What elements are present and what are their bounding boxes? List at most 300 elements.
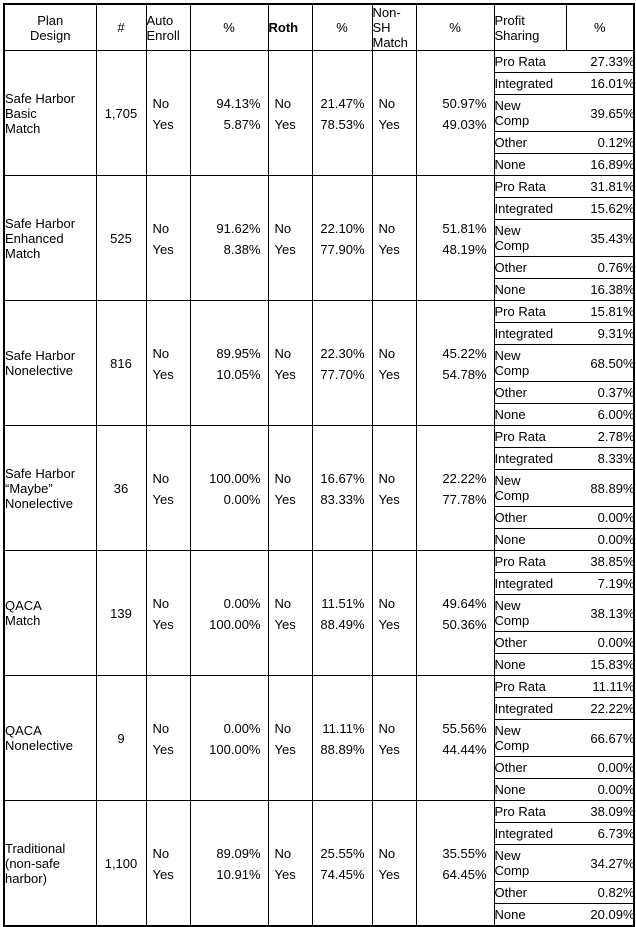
auto-enroll-percent: 100.00%	[209, 470, 261, 486]
roth-percent: 88.89%	[320, 741, 365, 757]
auto-enroll-labels-cell	[146, 801, 190, 927]
table-row	[4, 176, 634, 301]
roth-label: Yes	[274, 241, 296, 257]
auto-enroll-labels-cell	[146, 676, 190, 801]
profit-sharing-percent: 0.00%	[597, 532, 635, 547]
profit-sharing-label: None	[494, 532, 526, 547]
profit-sharing-row	[495, 632, 635, 654]
plan-design-cell	[4, 801, 96, 927]
header-profit-sharing-line1: Profit	[494, 12, 525, 28]
profit-sharing-label-line: Comp	[494, 238, 530, 253]
profit-sharing-row	[495, 720, 635, 757]
profit-sharing-subtable	[495, 51, 635, 175]
auto-enroll-percent: 8.38%	[223, 241, 261, 257]
profit-sharing-row	[495, 845, 635, 882]
profit-sharing-label-line: Comp	[494, 363, 530, 378]
roth-label: No	[274, 470, 292, 486]
profit-sharing-row	[495, 345, 635, 382]
non-sh-match-label: Yes	[378, 116, 400, 132]
profit-sharing-row	[495, 95, 635, 132]
profit-sharing-percent: 0.00%	[567, 757, 635, 779]
header-non-sh-match-pct: %	[416, 4, 494, 51]
profit-sharing-percent: 31.81%	[567, 176, 635, 198]
header-plan-design-line1: Plan	[37, 12, 64, 28]
profit-sharing-label	[495, 95, 567, 132]
profit-sharing-cell	[494, 176, 634, 301]
plan-design-cell	[4, 551, 96, 676]
profit-sharing-row	[495, 323, 635, 345]
auto-enroll-labels-cell	[146, 426, 190, 551]
profit-sharing-label-line: Comp	[494, 738, 530, 753]
profit-sharing-row	[495, 448, 635, 470]
auto-enroll-label: Yes	[152, 491, 174, 507]
profit-sharing-label: Other	[495, 507, 567, 529]
profit-sharing-label-line: New	[494, 98, 521, 113]
non-sh-match-label: No	[378, 845, 396, 861]
non-sh-match-percent: 51.81%	[442, 220, 487, 236]
auto-enroll-percent: 100.00%	[209, 741, 261, 757]
profit-sharing-label: Other	[495, 632, 567, 654]
profit-sharing-cell	[494, 551, 634, 676]
profit-sharing-label: Pro Rata	[495, 676, 567, 698]
profit-sharing-label: None	[494, 157, 526, 172]
non-sh-match-percent: 22.22%	[442, 470, 487, 486]
table-row	[4, 51, 634, 176]
profit-sharing-percent: 15.81%	[567, 301, 635, 323]
profit-sharing-label: Integrated	[495, 698, 567, 720]
profit-sharing-percent: 11.11%	[567, 676, 635, 698]
profit-sharing-label: None	[494, 282, 526, 297]
non-sh-match-label: Yes	[378, 741, 400, 757]
non-sh-match-labels-cell	[372, 301, 416, 426]
plan-design-line: Nonelective	[5, 495, 73, 511]
profit-sharing-row	[495, 51, 635, 73]
auto-enroll-label: Yes	[152, 116, 174, 132]
auto-enroll-label: No	[152, 595, 170, 611]
plan-design-line: (non-safe	[5, 855, 60, 871]
header-roth	[268, 4, 312, 51]
profit-sharing-cell	[494, 426, 634, 551]
header-count: #	[96, 4, 146, 51]
non-sh-match-percent-cell	[416, 801, 494, 927]
profit-sharing-label-line: New	[494, 723, 521, 738]
auto-enroll-percent-cell	[190, 801, 268, 927]
auto-enroll-percent-cell	[190, 51, 268, 176]
roth-percent: 83.33%	[320, 491, 365, 507]
non-sh-match-labels-cell	[372, 801, 416, 927]
non-sh-match-labels-cell	[372, 426, 416, 551]
profit-sharing-label-line: New	[494, 848, 521, 863]
profit-sharing-percent: 0.00%	[567, 507, 635, 529]
profit-sharing-percent: 16.01%	[567, 73, 635, 95]
table-row	[4, 426, 634, 551]
profit-sharing-row	[495, 73, 635, 95]
profit-sharing-percent: 15.62%	[567, 198, 635, 220]
plan-count-cell: 36	[96, 426, 146, 551]
header-non-sh-match-line2: Match	[372, 35, 408, 50]
roth-percent-cell	[312, 801, 372, 927]
auto-enroll-labels-cell	[146, 176, 190, 301]
profit-sharing-label: Integrated	[495, 448, 567, 470]
non-sh-match-label: Yes	[378, 241, 400, 257]
table-row	[4, 676, 634, 801]
roth-label: Yes	[274, 741, 296, 757]
profit-sharing-subtable	[495, 301, 635, 425]
roth-label: No	[274, 220, 292, 236]
non-sh-match-percent-cell	[416, 551, 494, 676]
roth-percent: 74.45%	[320, 866, 365, 882]
auto-enroll-labels-cell	[146, 301, 190, 426]
roth-label: Yes	[274, 866, 296, 882]
profit-sharing-label	[495, 845, 567, 882]
auto-enroll-percent-cell	[190, 301, 268, 426]
profit-sharing-row	[495, 882, 635, 904]
profit-sharing-label	[495, 720, 567, 757]
non-sh-match-labels-cell	[372, 676, 416, 801]
non-sh-match-percent-cell	[416, 51, 494, 176]
roth-percent-cell	[312, 676, 372, 801]
non-sh-match-label: No	[378, 345, 396, 361]
profit-sharing-percent: 38.13%	[567, 595, 635, 632]
profit-sharing-percent: 20.09%	[590, 907, 635, 922]
profit-sharing-percent: 66.67%	[567, 720, 635, 757]
auto-enroll-label: Yes	[152, 241, 174, 257]
table-header	[4, 4, 634, 51]
profit-sharing-row	[495, 507, 635, 529]
roth-percent: 16.67%	[320, 470, 365, 486]
roth-label: Yes	[274, 366, 296, 382]
auto-enroll-percent-cell	[190, 426, 268, 551]
profit-sharing-label: Other	[495, 882, 567, 904]
non-sh-match-percent: 55.56%	[442, 720, 487, 736]
auto-enroll-label: No	[152, 845, 170, 861]
auto-enroll-label: No	[152, 720, 170, 736]
non-sh-match-percent: 48.19%	[442, 241, 487, 257]
profit-sharing-label: Integrated	[495, 573, 567, 595]
profit-sharing-row	[495, 529, 635, 551]
profit-sharing-percent: 34.27%	[567, 845, 635, 882]
auto-enroll-labels-cell	[146, 51, 190, 176]
profit-sharing-cell	[494, 301, 634, 426]
profit-sharing-label: None	[494, 907, 526, 922]
profit-sharing-row	[495, 426, 635, 448]
profit-sharing-percent: 88.89%	[567, 470, 635, 507]
roth-percent: 22.10%	[320, 220, 365, 236]
profit-sharing-row	[495, 198, 635, 220]
header-auto-enroll-pct: %	[190, 4, 268, 51]
profit-sharing-label: Integrated	[495, 73, 567, 95]
non-sh-match-percent: 45.22%	[442, 345, 487, 361]
plan-design-line: Enhanced	[5, 230, 64, 246]
roth-percent: 77.70%	[320, 366, 365, 382]
roth-label: Yes	[274, 116, 296, 132]
auto-enroll-percent: 5.87%	[223, 116, 261, 132]
roth-labels-cell	[268, 301, 312, 426]
profit-sharing-percent: 38.85%	[567, 551, 635, 573]
header-auto-enroll-line1: Auto	[146, 12, 174, 28]
profit-sharing-label: None	[494, 407, 526, 422]
plan-design-line: Safe Harbor	[5, 215, 76, 231]
non-sh-match-percent: 35.55%	[442, 845, 487, 861]
profit-sharing-label-line: New	[494, 473, 521, 488]
plan-design-cell	[4, 426, 96, 551]
profit-sharing-percent: 0.82%	[567, 882, 635, 904]
auto-enroll-percent: 91.62%	[216, 220, 261, 236]
roth-percent: 11.51%	[321, 595, 365, 611]
auto-enroll-percent: 0.00%	[223, 491, 261, 507]
plan-design-line: Nonelective	[5, 738, 73, 753]
profit-sharing-percent: 35.43%	[567, 220, 635, 257]
profit-sharing-percent: 8.33%	[567, 448, 635, 470]
plan-design-line: Nonelective	[5, 363, 73, 378]
plan-design-line: QACA	[5, 723, 42, 738]
plan-design-line: Match	[5, 613, 41, 628]
profit-sharing-percent: 0.37%	[567, 382, 635, 404]
roth-labels-cell	[268, 426, 312, 551]
non-sh-match-percent: 50.97%	[442, 95, 487, 111]
profit-sharing-subtable	[495, 801, 635, 925]
profit-sharing-label: Integrated	[495, 323, 567, 345]
plan-design-line: Match	[5, 120, 41, 136]
plan-design-line: “Maybe”	[5, 480, 53, 496]
roth-percent-cell	[312, 426, 372, 551]
non-sh-match-label: No	[378, 220, 396, 236]
profit-sharing-row	[495, 551, 635, 573]
profit-sharing-percent: 6.73%	[567, 823, 635, 845]
profit-sharing-percent: 6.00%	[597, 407, 635, 422]
profit-sharing-label: Pro Rata	[495, 551, 567, 573]
non-sh-match-labels-cell	[372, 51, 416, 176]
auto-enroll-label: No	[152, 95, 170, 111]
header-profit-sharing-pct: %	[566, 4, 634, 51]
plan-design-table	[3, 3, 635, 927]
header-auto-enroll-line2: Enroll	[146, 27, 180, 43]
auto-enroll-percent-cell	[190, 176, 268, 301]
profit-sharing-subtable	[495, 176, 635, 300]
roth-percent: 21.47%	[320, 95, 365, 111]
roth-percent: 77.90%	[320, 241, 365, 257]
roth-label: Yes	[274, 616, 296, 632]
non-sh-match-percent: 44.44%	[442, 741, 487, 757]
profit-sharing-label	[495, 345, 567, 382]
auto-enroll-percent: 0.00%	[223, 595, 261, 611]
profit-sharing-row	[495, 382, 635, 404]
profit-sharing-label	[495, 595, 567, 632]
header-non-sh-match-line1: Non-SH	[372, 5, 401, 35]
non-sh-match-label: No	[378, 720, 396, 736]
plan-count-cell: 525	[96, 176, 146, 301]
plan-count-cell: 9	[96, 676, 146, 801]
plan-count-cell: 1,100	[96, 801, 146, 927]
non-sh-match-label: Yes	[378, 366, 400, 382]
table-body	[4, 51, 634, 927]
non-sh-match-label: No	[378, 470, 396, 486]
auto-enroll-percent: 89.09%	[216, 845, 261, 861]
header-plan-design	[4, 4, 96, 51]
auto-enroll-percent: 10.05%	[216, 366, 261, 382]
header-profit-sharing	[494, 4, 566, 51]
auto-enroll-label: Yes	[152, 741, 174, 757]
plan-count-cell: 139	[96, 551, 146, 676]
auto-enroll-label: Yes	[152, 616, 174, 632]
profit-sharing-label-line: Comp	[494, 488, 530, 503]
roth-labels-cell	[268, 551, 312, 676]
plan-design-line: Basic	[5, 105, 37, 121]
profit-sharing-row	[495, 176, 635, 198]
plan-count-cell: 1,705	[96, 51, 146, 176]
auto-enroll-percent: 0.00%	[223, 720, 261, 736]
profit-sharing-label: Other	[495, 757, 567, 779]
roth-percent-cell	[312, 551, 372, 676]
non-sh-match-label: Yes	[378, 616, 400, 632]
plan-count-cell: 816	[96, 301, 146, 426]
profit-sharing-percent: 15.83%	[590, 657, 635, 672]
profit-sharing-label: Other	[495, 382, 567, 404]
profit-sharing-label: Pro Rata	[495, 426, 567, 448]
roth-label: No	[274, 845, 292, 861]
plan-design-line: Match	[5, 245, 41, 261]
roth-percent: 78.53%	[320, 116, 365, 132]
header-roth-label: Roth	[268, 20, 299, 35]
profit-sharing-label	[495, 470, 567, 507]
roth-percent: 11.11%	[322, 720, 365, 736]
profit-sharing-row	[495, 220, 635, 257]
auto-enroll-label: No	[152, 470, 170, 486]
roth-percent: 25.55%	[320, 845, 365, 861]
profit-sharing-row	[495, 301, 635, 323]
profit-sharing-percent: 7.19%	[567, 573, 635, 595]
profit-sharing-row	[495, 404, 635, 426]
roth-percent-cell	[312, 51, 372, 176]
profit-sharing-label	[495, 220, 567, 257]
non-sh-match-label: No	[378, 595, 396, 611]
profit-sharing-percent: 39.65%	[567, 95, 635, 132]
roth-percent-cell	[312, 176, 372, 301]
profit-sharing-percent: 0.00%	[567, 632, 635, 654]
non-sh-match-percent: 77.78%	[442, 491, 487, 507]
profit-sharing-label-line: New	[494, 598, 521, 613]
roth-labels-cell	[268, 176, 312, 301]
roth-label: No	[274, 595, 292, 611]
profit-sharing-percent: 16.38%	[590, 282, 635, 297]
non-sh-match-percent: 50.36%	[442, 616, 487, 632]
profit-sharing-label: Pro Rata	[495, 51, 567, 73]
header-auto-enroll	[146, 4, 190, 51]
profit-sharing-row	[495, 573, 635, 595]
non-sh-match-label: No	[378, 95, 396, 111]
profit-sharing-row	[495, 654, 635, 676]
profit-sharing-percent: 38.09%	[567, 801, 635, 823]
profit-sharing-row	[495, 132, 635, 154]
profit-sharing-label: None	[494, 782, 526, 797]
profit-sharing-row	[495, 779, 635, 801]
profit-sharing-percent: 22.22%	[567, 698, 635, 720]
roth-percent: 22.30%	[320, 345, 365, 361]
auto-enroll-percent-cell	[190, 676, 268, 801]
header-profit-sharing-line2: Sharing	[494, 27, 540, 43]
auto-enroll-label: No	[152, 220, 170, 236]
header-roth-pct: %	[312, 4, 372, 51]
profit-sharing-label: Integrated	[495, 823, 567, 845]
plan-design-cell	[4, 51, 96, 176]
roth-labels-cell	[268, 801, 312, 927]
plan-design-line: Safe Harbor	[5, 465, 76, 481]
profit-sharing-row	[495, 257, 635, 279]
profit-sharing-subtable	[495, 426, 635, 550]
roth-label: No	[274, 95, 292, 111]
roth-labels-cell	[268, 676, 312, 801]
profit-sharing-subtable	[495, 676, 635, 800]
profit-sharing-label-line: Comp	[494, 613, 530, 628]
table-row	[4, 301, 634, 426]
profit-sharing-row	[495, 904, 635, 926]
roth-percent-cell	[312, 301, 372, 426]
non-sh-match-percent-cell	[416, 426, 494, 551]
profit-sharing-row	[495, 757, 635, 779]
profit-sharing-row	[495, 676, 635, 698]
profit-sharing-percent: 9.31%	[567, 323, 635, 345]
auto-enroll-labels-cell	[146, 551, 190, 676]
profit-sharing-label: Pro Rata	[495, 176, 567, 198]
profit-sharing-subtable	[495, 551, 635, 675]
profit-sharing-row	[495, 154, 635, 176]
profit-sharing-label: Integrated	[495, 198, 567, 220]
roth-label: Yes	[274, 491, 296, 507]
profit-sharing-percent: 68.50%	[567, 345, 635, 382]
non-sh-match-percent-cell	[416, 176, 494, 301]
profit-sharing-label: Pro Rata	[495, 301, 567, 323]
roth-label: No	[274, 720, 292, 736]
profit-sharing-row	[495, 698, 635, 720]
non-sh-match-percent: 49.64%	[442, 595, 487, 611]
non-sh-match-percent: 64.45%	[442, 866, 487, 882]
plan-design-table-container	[3, 3, 633, 927]
non-sh-match-percent: 54.78%	[442, 366, 487, 382]
profit-sharing-label-line: Comp	[494, 863, 530, 878]
plan-design-line: harbor)	[5, 870, 47, 886]
profit-sharing-row	[495, 279, 635, 301]
auto-enroll-percent: 89.95%	[216, 345, 261, 361]
non-sh-match-percent-cell	[416, 301, 494, 426]
table-row	[4, 551, 634, 676]
auto-enroll-percent: 10.91%	[216, 866, 261, 882]
profit-sharing-cell	[494, 676, 634, 801]
profit-sharing-row	[495, 801, 635, 823]
profit-sharing-label-line: Comp	[494, 113, 530, 128]
profit-sharing-label: Other	[495, 132, 567, 154]
profit-sharing-label-line: New	[494, 348, 521, 363]
auto-enroll-percent-cell	[190, 551, 268, 676]
profit-sharing-row	[495, 823, 635, 845]
plan-design-line: QACA	[5, 598, 42, 613]
non-sh-match-labels-cell	[372, 551, 416, 676]
auto-enroll-label: Yes	[152, 366, 174, 382]
profit-sharing-percent: 0.00%	[597, 782, 635, 797]
plan-design-line: Safe Harbor	[5, 348, 76, 363]
profit-sharing-label: Other	[495, 257, 567, 279]
profit-sharing-percent: 0.76%	[567, 257, 635, 279]
profit-sharing-label-line: New	[494, 223, 521, 238]
header-row	[4, 4, 634, 51]
profit-sharing-cell	[494, 51, 634, 176]
profit-sharing-row	[495, 595, 635, 632]
roth-labels-cell	[268, 51, 312, 176]
non-sh-match-label: Yes	[378, 491, 400, 507]
non-sh-match-percent-cell	[416, 676, 494, 801]
plan-design-cell	[4, 676, 96, 801]
profit-sharing-percent: 0.12%	[567, 132, 635, 154]
profit-sharing-label: None	[494, 657, 526, 672]
